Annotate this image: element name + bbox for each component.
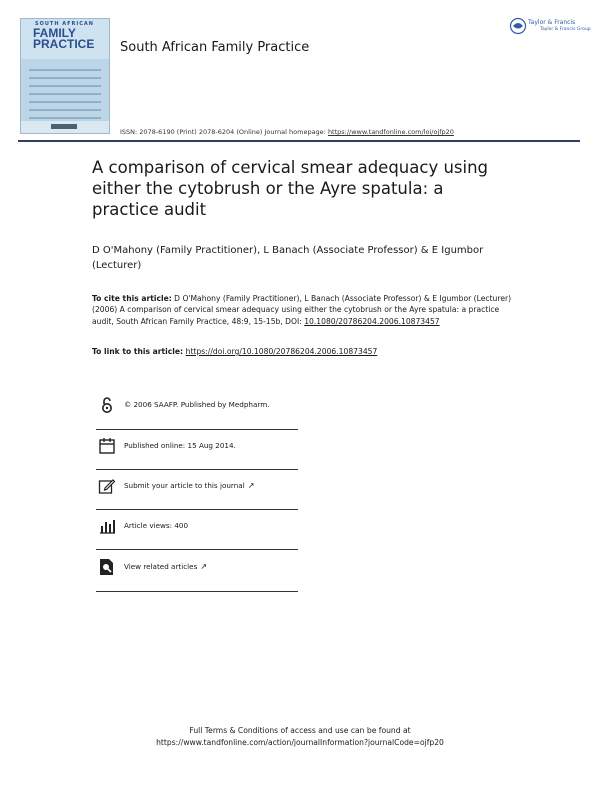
footer-terms-line1: Full Terms & Conditions of access and use can be found at <box>189 726 411 735</box>
journal-title[interactable]: South African Family Practice <box>120 40 310 55</box>
search-document-icon <box>98 558 116 576</box>
info-divider <box>96 429 298 430</box>
footer-terms-url[interactable]: https://www.tandfonline.com/action/journalInformation?journalCode=ojfp20 <box>156 738 444 747</box>
article-doi-link[interactable]: https://doi.org/10.1080/20786204.2006.10873457 <box>185 347 378 356</box>
issn-line <box>120 128 454 136</box>
issn-text: ISSN: 2078-6190 (Print) 2078-6204 (Online) Journal homepage: <box>120 128 328 136</box>
cover-title-line2: PRACTICE <box>33 37 95 51</box>
article-views-text: Article views: 400 <box>124 521 189 530</box>
submit-article-link[interactable] <box>124 481 254 490</box>
edit-icon <box>98 477 116 495</box>
article-title: A comparison of cervical smear adequacy using either the cytobrush or the Ayre spatula: a practice audit <box>92 158 489 219</box>
cover-footer-band <box>21 121 109 133</box>
external-link-icon: ↗ <box>200 562 208 571</box>
article-views-row <box>96 517 296 545</box>
info-divider <box>96 509 298 510</box>
external-link-icon: ↗ <box>247 481 255 490</box>
submit-article-row[interactable] <box>96 477 296 505</box>
open-lock-icon <box>98 396 116 414</box>
cover-title-line1: FAMILY <box>33 26 76 40</box>
publisher-logo-sub: Taylor & Francis Group <box>540 27 591 32</box>
copyright-text: © 2006 SAAFP. Published by Medpharm. <box>124 400 270 409</box>
cite-doi-link[interactable]: 10.1080/20786204.2006.10873457 <box>304 316 440 326</box>
bar-chart-icon <box>98 517 116 535</box>
cover-title <box>33 28 94 50</box>
cover-small-text: SOUTH AFRICAN <box>35 21 94 27</box>
cite-label: To cite this article: <box>92 294 172 303</box>
submit-article-text: Submit your article to this journal <box>124 481 245 490</box>
published-text: Published online: 15 Aug 2014. <box>124 441 236 450</box>
citation-block <box>92 293 512 327</box>
article-authors: D O'Mahony (Family Practitioner), L Banach (Associate Professor) & E Igumbor (Lecturer) <box>92 245 484 271</box>
published-row <box>96 437 296 465</box>
link-label: To link to this article: <box>92 347 186 356</box>
journal-cover-image[interactable] <box>20 18 110 134</box>
header-divider <box>18 140 580 142</box>
related-articles-link[interactable] <box>124 562 207 571</box>
info-divider <box>96 591 298 592</box>
calendar-icon <box>98 437 116 455</box>
info-divider <box>96 469 298 470</box>
publisher-logo-name: Taylor & Francis <box>528 19 576 26</box>
related-articles-text: View related articles <box>124 562 198 571</box>
journal-homepage-link[interactable]: https://www.tandfonline.com/loi/ojfp20 <box>327 128 454 136</box>
cite-text: D O'Mahony (Family Practitioner), L Banach (Associate Professor) & E Igumbor (Lecturer) (2006) A comparison of cervical smear adequacy using either the cytobrush or the Ayre spatula: a practice audit, South African Family Practice, 48:9, 15-15b, DOI: <box>92 294 512 326</box>
cover-content-lines <box>29 69 101 125</box>
copyright-row <box>96 396 296 424</box>
info-divider <box>96 549 298 550</box>
related-articles-row[interactable] <box>96 558 296 586</box>
article-link-line <box>92 347 532 356</box>
footer-terms <box>0 725 600 749</box>
